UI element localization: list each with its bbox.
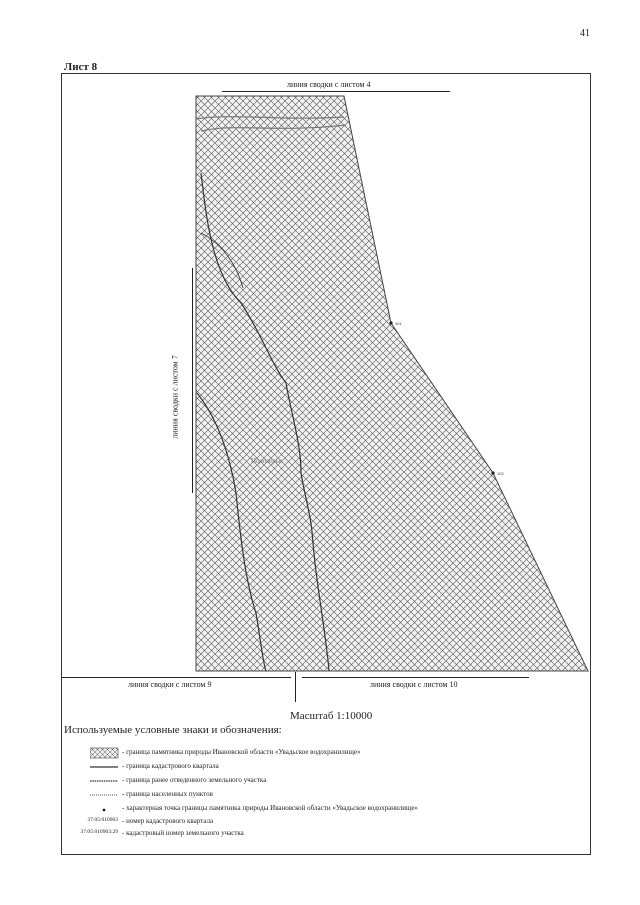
allotted-parcel-line-icon — [90, 775, 120, 787]
join-line-top — [222, 91, 450, 92]
characteristic-point[interactable] — [389, 321, 392, 324]
characteristic-point[interactable] — [491, 471, 494, 474]
legend-item — [60, 789, 580, 801]
map-scale: Масштаб 1:10000 — [290, 710, 373, 722]
legend-item — [60, 775, 580, 787]
protected-area-polygon — [196, 96, 588, 671]
legend-item — [60, 761, 580, 773]
join-line-bottom-right — [302, 677, 529, 678]
legend-desc: - номер кадастрового квартала — [122, 817, 214, 825]
sheet-title: Лист 8 — [64, 61, 98, 73]
join-label-top: линия сводки с листом 4 — [287, 80, 371, 89]
legend-desc: - граница ранее отведенного земельного участка — [122, 776, 267, 784]
legend-code: 37:05:010903:29 — [80, 829, 118, 835]
join-label-left: линия сводки с листом 7 — [170, 355, 180, 439]
page-number: 41 — [580, 28, 590, 39]
legend-desc: - граница памятника природы Ивановской области «Увадьское водохранилище» — [122, 748, 361, 756]
settlement-line-icon — [90, 789, 120, 801]
join-line-divider — [295, 672, 296, 702]
legend-item — [60, 747, 580, 759]
legend-desc: - кадастровый номер земельного участка — [122, 829, 244, 837]
join-label-bottom-left: линия сводки с листом 9 — [128, 680, 212, 689]
legend-desc: - граница кадастрового квартала — [122, 762, 219, 770]
cadastral-line-icon — [90, 761, 120, 773]
point-label: 102 — [497, 471, 504, 476]
legend-code: 37:05:010903 — [87, 817, 118, 823]
settlement-label: Подозерье — [251, 457, 283, 465]
legend-item — [60, 816, 580, 828]
legend-item — [60, 803, 580, 815]
hatch-icon — [90, 747, 120, 759]
legend-item — [60, 828, 580, 840]
map-area[interactable] — [61, 73, 591, 673]
legend-heading: Используемые условные знаки и обозначения: — [64, 724, 282, 736]
join-line-left — [192, 268, 193, 493]
legend-desc: - характерная точка границы памятника природы Ивановской области «Увадьское водохранилище» — [122, 804, 418, 812]
join-line-bottom-left — [62, 677, 291, 678]
point-label: 101 — [395, 321, 402, 326]
join-label-bottom-right: линия сводки с листом 10 — [370, 680, 458, 689]
legend-desc: - граница населенных пунктов — [122, 790, 213, 798]
characteristic-point-icon — [90, 803, 120, 815]
